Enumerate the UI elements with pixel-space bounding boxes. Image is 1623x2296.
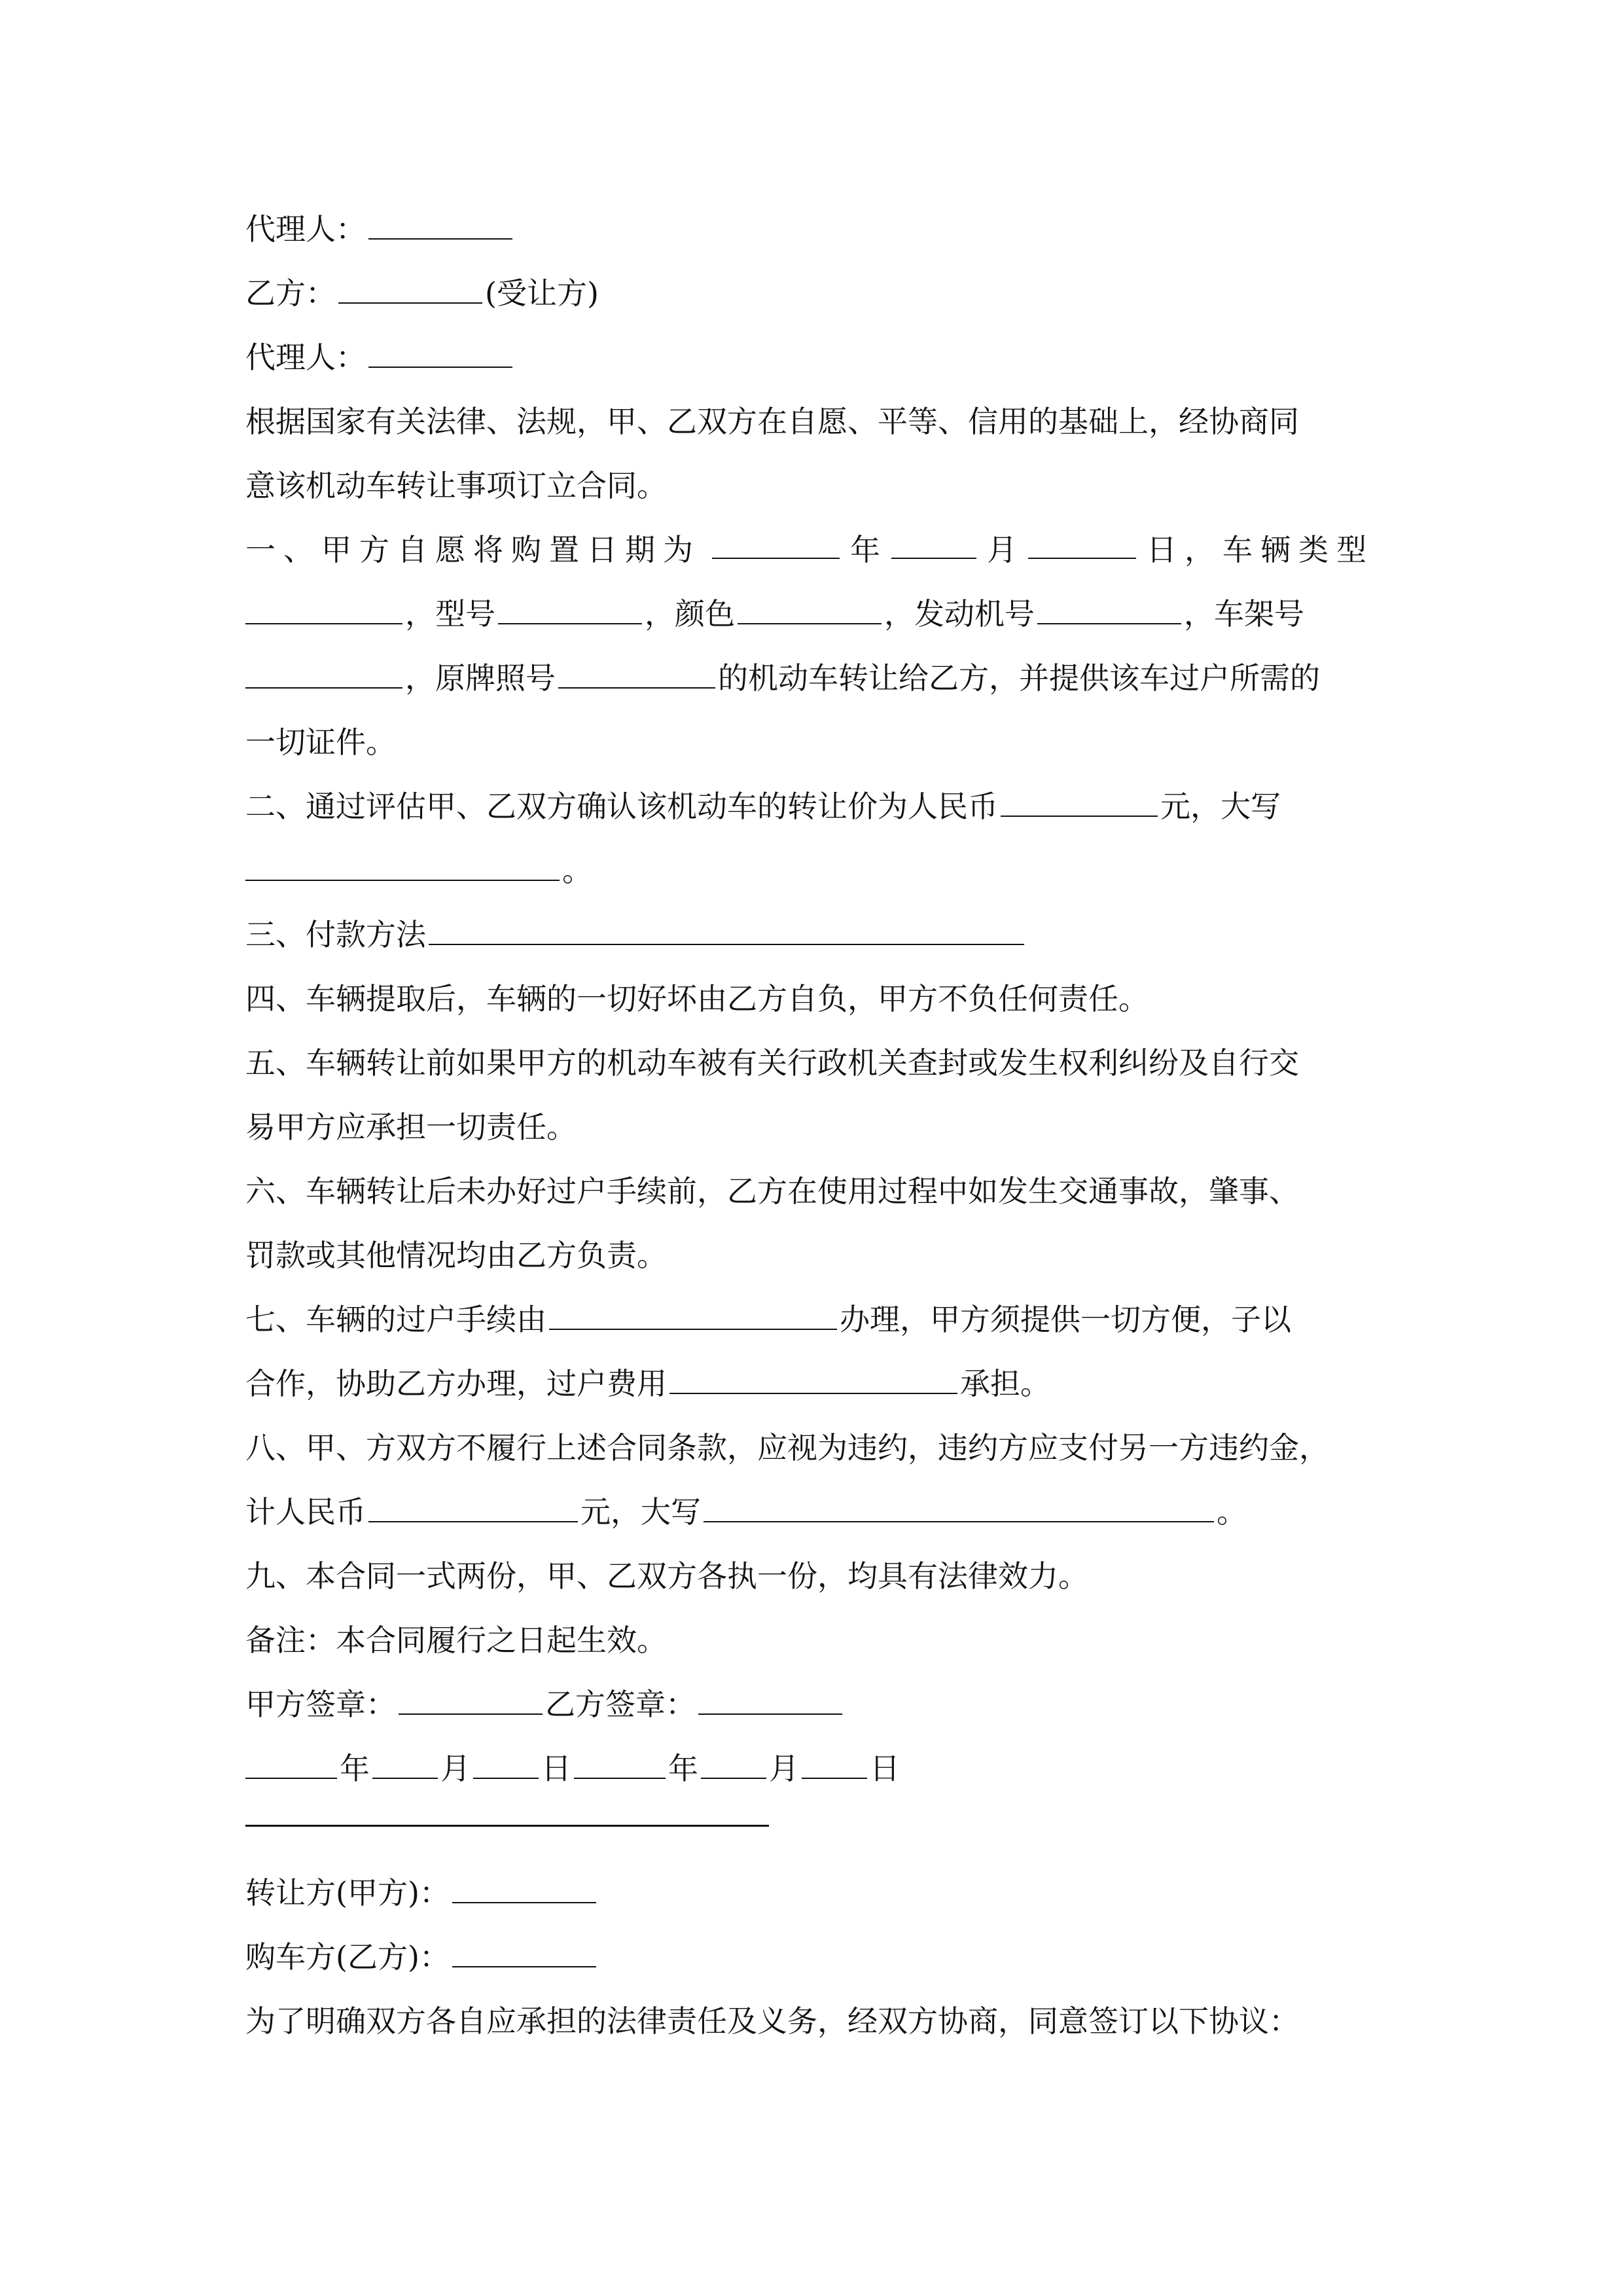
party-a-day-blank[interactable] bbox=[473, 1744, 539, 1779]
color-label: ，颜色 bbox=[645, 596, 735, 632]
transfer-handler-blank[interactable] bbox=[549, 1295, 837, 1330]
period: 。 bbox=[562, 853, 592, 888]
agreement-intro-text: 为了明确双方各自应承担的法律责任及义务，经双方协商，同意签订以下协议： bbox=[245, 2003, 1299, 2039]
agent-blank[interactable] bbox=[368, 332, 512, 368]
agent-blank[interactable] bbox=[368, 204, 512, 240]
clause-1-line-2 bbox=[245, 588, 1391, 640]
clause-3-line bbox=[245, 908, 1391, 961]
clause-6-line-2 bbox=[245, 1229, 1391, 1282]
transferor-blank[interactable] bbox=[452, 1868, 596, 1903]
transferor-label: 转让方(甲方)： bbox=[245, 1875, 450, 1910]
year-label: 年 bbox=[340, 1751, 370, 1786]
clause-2-line-2 bbox=[245, 844, 1391, 897]
month-label: 月 bbox=[440, 1751, 471, 1786]
agent-line-1 bbox=[245, 203, 1391, 255]
original-plate-label: ，原牌照号 bbox=[405, 660, 556, 696]
party-b-month-blank[interactable] bbox=[701, 1744, 766, 1779]
day-label: 日 bbox=[541, 1751, 571, 1786]
clause-5-line-1 bbox=[245, 1037, 1391, 1089]
note-line bbox=[245, 1614, 1391, 1666]
model-label: ，型号 bbox=[405, 596, 495, 632]
year-blank[interactable] bbox=[712, 524, 840, 559]
party-b-signature-blank[interactable] bbox=[698, 1679, 842, 1715]
clause-6-text-2: 罚款或其他情况均由乙方负责。 bbox=[245, 1238, 667, 1273]
clause-5-text-2: 易甲方应承担一切责任。 bbox=[245, 1109, 577, 1145]
intro-line-2 bbox=[245, 459, 1391, 512]
clause-5-text-1: 五、车辆转让前如果甲方的机动车被有关行政机关查封或发生权利纠纷及自行交 bbox=[245, 1045, 1299, 1081]
clause-1-line-4 bbox=[245, 716, 1391, 768]
clause-1-purchase-date-label: 一、甲方自愿将购置日期为 bbox=[245, 532, 701, 567]
buyer-label: 购车方(乙方)： bbox=[245, 1939, 450, 1975]
clause-7-line-2 bbox=[245, 1357, 1391, 1410]
frame-number-blank[interactable] bbox=[245, 653, 402, 689]
original-plate-blank[interactable] bbox=[558, 653, 715, 689]
transfer-fee-label: 合作，协助乙方办理，过户费用 bbox=[245, 1366, 667, 1401]
day-vehicle-type-label: 日，车辆类型 bbox=[1147, 532, 1374, 567]
penalty-uppercase-label: 元，大写 bbox=[580, 1494, 701, 1530]
party-b-blank[interactable] bbox=[338, 268, 482, 304]
clause-6-text-1: 六、车辆转让后未办好过户手续前，乙方在使用过程中如发生交通事故，肇事、 bbox=[245, 1174, 1299, 1209]
price-uppercase-blank[interactable] bbox=[245, 846, 560, 881]
party-a-month-blank[interactable] bbox=[372, 1744, 438, 1779]
payment-method-blank[interactable] bbox=[429, 910, 1024, 945]
frame-number-label: ，车架号 bbox=[1184, 596, 1304, 632]
transfer-text: 的机动车转让给乙方，并提供该车过户所需的 bbox=[718, 660, 1320, 696]
penalty-uppercase-blank[interactable] bbox=[704, 1487, 1214, 1522]
party-b-line bbox=[245, 267, 1391, 319]
month-label: 月 bbox=[987, 532, 1017, 567]
buyer-line bbox=[245, 1931, 1391, 1983]
party-a-signature-label: 甲方签章： bbox=[245, 1687, 396, 1722]
intro-text-2: 意该机动车转让事项订立合同。 bbox=[245, 468, 667, 503]
clause-7-text-1: 办理，甲方须提供一切方便，子以 bbox=[840, 1302, 1291, 1337]
agent-line-2 bbox=[245, 331, 1391, 384]
party-b-day-blank[interactable] bbox=[802, 1744, 867, 1779]
clause-4-text: 四、车辆提取后，车辆的一切好坏由乙方自负，甲方不负任何责任。 bbox=[245, 981, 1149, 1016]
transfer-fee-payer-blank[interactable] bbox=[669, 1359, 957, 1394]
agreement-intro-line bbox=[245, 1995, 1391, 2047]
transfer-procedure-label: 七、车辆的过户手续由 bbox=[245, 1302, 546, 1337]
vehicle-type-blank[interactable] bbox=[245, 589, 402, 624]
party-b-year-blank[interactable] bbox=[574, 1744, 666, 1779]
color-blank[interactable] bbox=[738, 589, 882, 624]
clause-6-line-1 bbox=[245, 1165, 1391, 1217]
clause-1-line-1 bbox=[245, 524, 1391, 576]
note-text: 备注：本合同履行之日起生效。 bbox=[245, 1623, 667, 1658]
signature-line bbox=[245, 1678, 1391, 1731]
clause-4-line bbox=[245, 973, 1391, 1025]
bear-text: 承担。 bbox=[960, 1366, 1050, 1401]
period: 。 bbox=[1217, 1494, 1247, 1530]
payment-method-label: 三、付款方法 bbox=[245, 917, 426, 952]
clause-8-line-1 bbox=[245, 1422, 1391, 1474]
party-a-year-blank[interactable] bbox=[245, 1744, 337, 1779]
party-b-signature-label: 乙方签章： bbox=[545, 1687, 696, 1722]
clause-9-line bbox=[245, 1550, 1391, 1602]
date-line bbox=[245, 1742, 1391, 1795]
day-label: 日 bbox=[870, 1751, 900, 1786]
price-text: 二、通过评估甲、乙双方确认该机动车的转让价为人民币 bbox=[245, 789, 998, 824]
agent-label: 代理人： bbox=[245, 340, 366, 375]
month-blank[interactable] bbox=[891, 524, 976, 559]
model-blank[interactable] bbox=[498, 589, 642, 624]
engine-number-label: ，发动机号 bbox=[884, 596, 1035, 632]
buyer-blank[interactable] bbox=[452, 1932, 596, 1967]
party-b-label: 乙方： bbox=[245, 276, 336, 311]
clause-8-line-2 bbox=[245, 1486, 1391, 1538]
engine-number-blank[interactable] bbox=[1037, 589, 1181, 624]
documents-text: 一切证件。 bbox=[245, 725, 396, 760]
clause-2-line-1 bbox=[245, 780, 1391, 833]
price-blank[interactable] bbox=[1001, 781, 1158, 817]
day-blank[interactable] bbox=[1028, 524, 1136, 559]
month-label: 月 bbox=[769, 1751, 799, 1786]
clause-8-text-1: 八、甲、方双方不履行上述合同条款，应视为违约，违约方应支付另一方违约金， bbox=[245, 1430, 1329, 1465]
year-label: 年 bbox=[668, 1751, 698, 1786]
transferor-line bbox=[245, 1867, 1391, 1919]
penalty-amount-label: 计人民币 bbox=[245, 1494, 366, 1530]
party-a-signature-blank[interactable] bbox=[399, 1679, 543, 1715]
clause-5-line-2 bbox=[245, 1101, 1391, 1153]
penalty-amount-blank[interactable] bbox=[368, 1487, 578, 1522]
agent-label: 代理人： bbox=[245, 211, 366, 247]
intro-line-1 bbox=[245, 395, 1391, 448]
intro-text-1: 根据国家有关法律、法规，甲、乙双方在自愿、平等、信用的基础上，经协商同 bbox=[245, 404, 1299, 439]
price-uppercase-label: 元，大写 bbox=[1160, 789, 1281, 824]
clause-7-line-1 bbox=[245, 1293, 1391, 1346]
section-divider bbox=[245, 1799, 769, 1851]
year-label: 年 bbox=[850, 532, 880, 567]
party-b-suffix: (受让方) bbox=[485, 276, 599, 311]
clause-9-text: 九、本合同一式两份，甲、乙双方各执一份，均具有法律效力。 bbox=[245, 1558, 1088, 1594]
clause-1-line-3 bbox=[245, 652, 1391, 704]
